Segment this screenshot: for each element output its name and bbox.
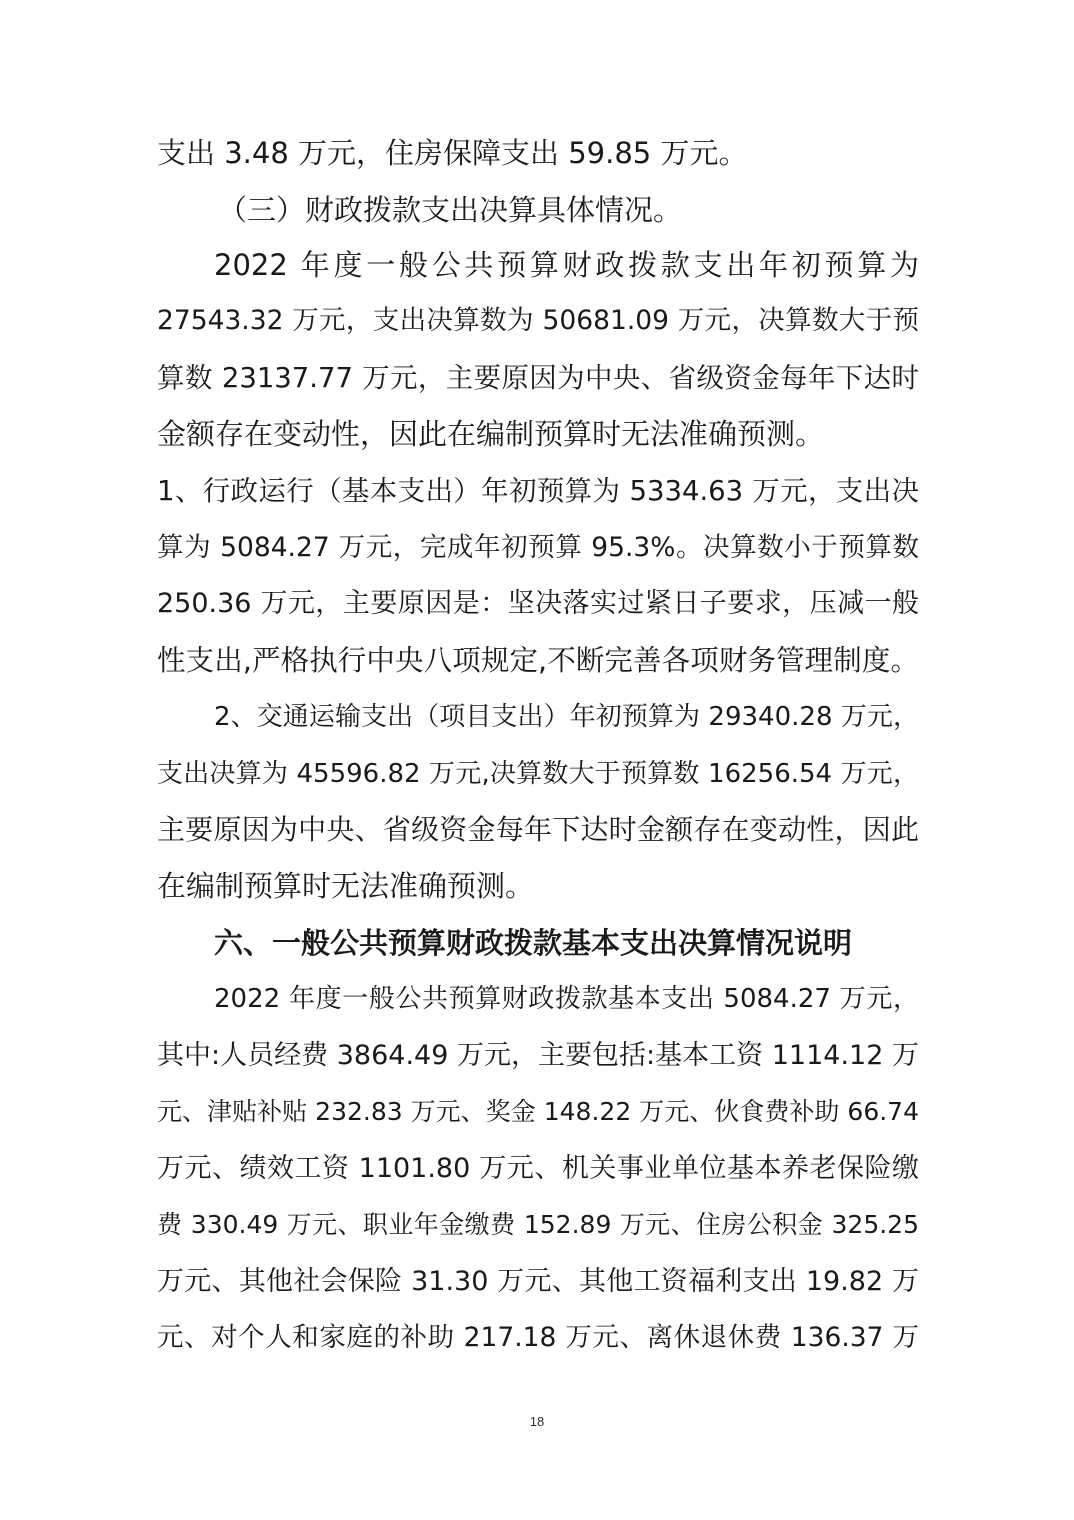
text-line: 1、行政运行（基本支出）年初预算为 5334.63 万元，支出决 [157,475,919,507]
text-line: 万元、绩效工资 1101.80 万元、机关事业单位基本养老保险缴 [157,1153,919,1184]
text-line: 在编制预算时无法准确预测。 [157,869,535,903]
text-line: 支出 3.48 万元，住房保障支出 59.85 万元。 [157,136,748,170]
text-line: 金额存在变动性，因此在编制预算时无法准确预测。 [157,417,825,451]
page-number: 18 [529,1414,545,1429]
text-line: 2、交通运输支出（项目支出）年初预算为 29340.28 万元， [214,702,919,732]
text-line: 2022 年度一般公共预算财政拨款基本支出 5084.27 万元， [214,984,919,1014]
section-heading: 六、一般公共预算财政拨款基本支出决算情况说明 [214,926,853,960]
text-line: 费 330.49 万元、职业年金缴费 152.89 万元、住房公积金 325.25 [157,1210,919,1239]
text-line: 算为 5084.27 万元，完成年初预算 95.3%。决算数小于预算数 [157,532,919,563]
text-line: 主要原因为中央、省级资金每年下达时金额存在变动性，因此 [157,813,919,846]
text-line: 性支出,严格执行中央八项规定,不断完善各项财务管理制度。 [157,644,919,677]
text-line: 万元、其他社会保险 31.30 万元、其他工资福利支出 19.82 万 [157,1266,919,1297]
text-line: 27543.32 万元，支出决算数为 50681.09 万元，决算数大于预 [157,305,919,336]
text-line: 250.36 万元，主要原因是：坚决落实过紧日子要求，压减一般 [157,588,919,619]
text-line: 元、对个人和家庭的补助 217.18 万元、离休退休费 136.37 万 [157,1322,919,1353]
text-line: 元、津贴补贴 232.83 万元、奖金 148.22 万元、伙食费补助 66.74 [157,1097,919,1126]
text-line: 2022 年度一般公共预算财政拨款支出年初预算为 [214,248,919,282]
text-line: 支出决算为 45596.82 万元,决算数大于预算数 16256.54 万元， [157,759,919,789]
text-line: 其中:人员经费 3864.49 万元，主要包括:基本工资 1114.12 万 [157,1040,919,1071]
text-line: 算数 23137.77 万元，主要原因为中央、省级资金每年下达时 [157,362,919,394]
section-subheading: （三）财政拨款支出决算具体情况。 [218,193,683,227]
